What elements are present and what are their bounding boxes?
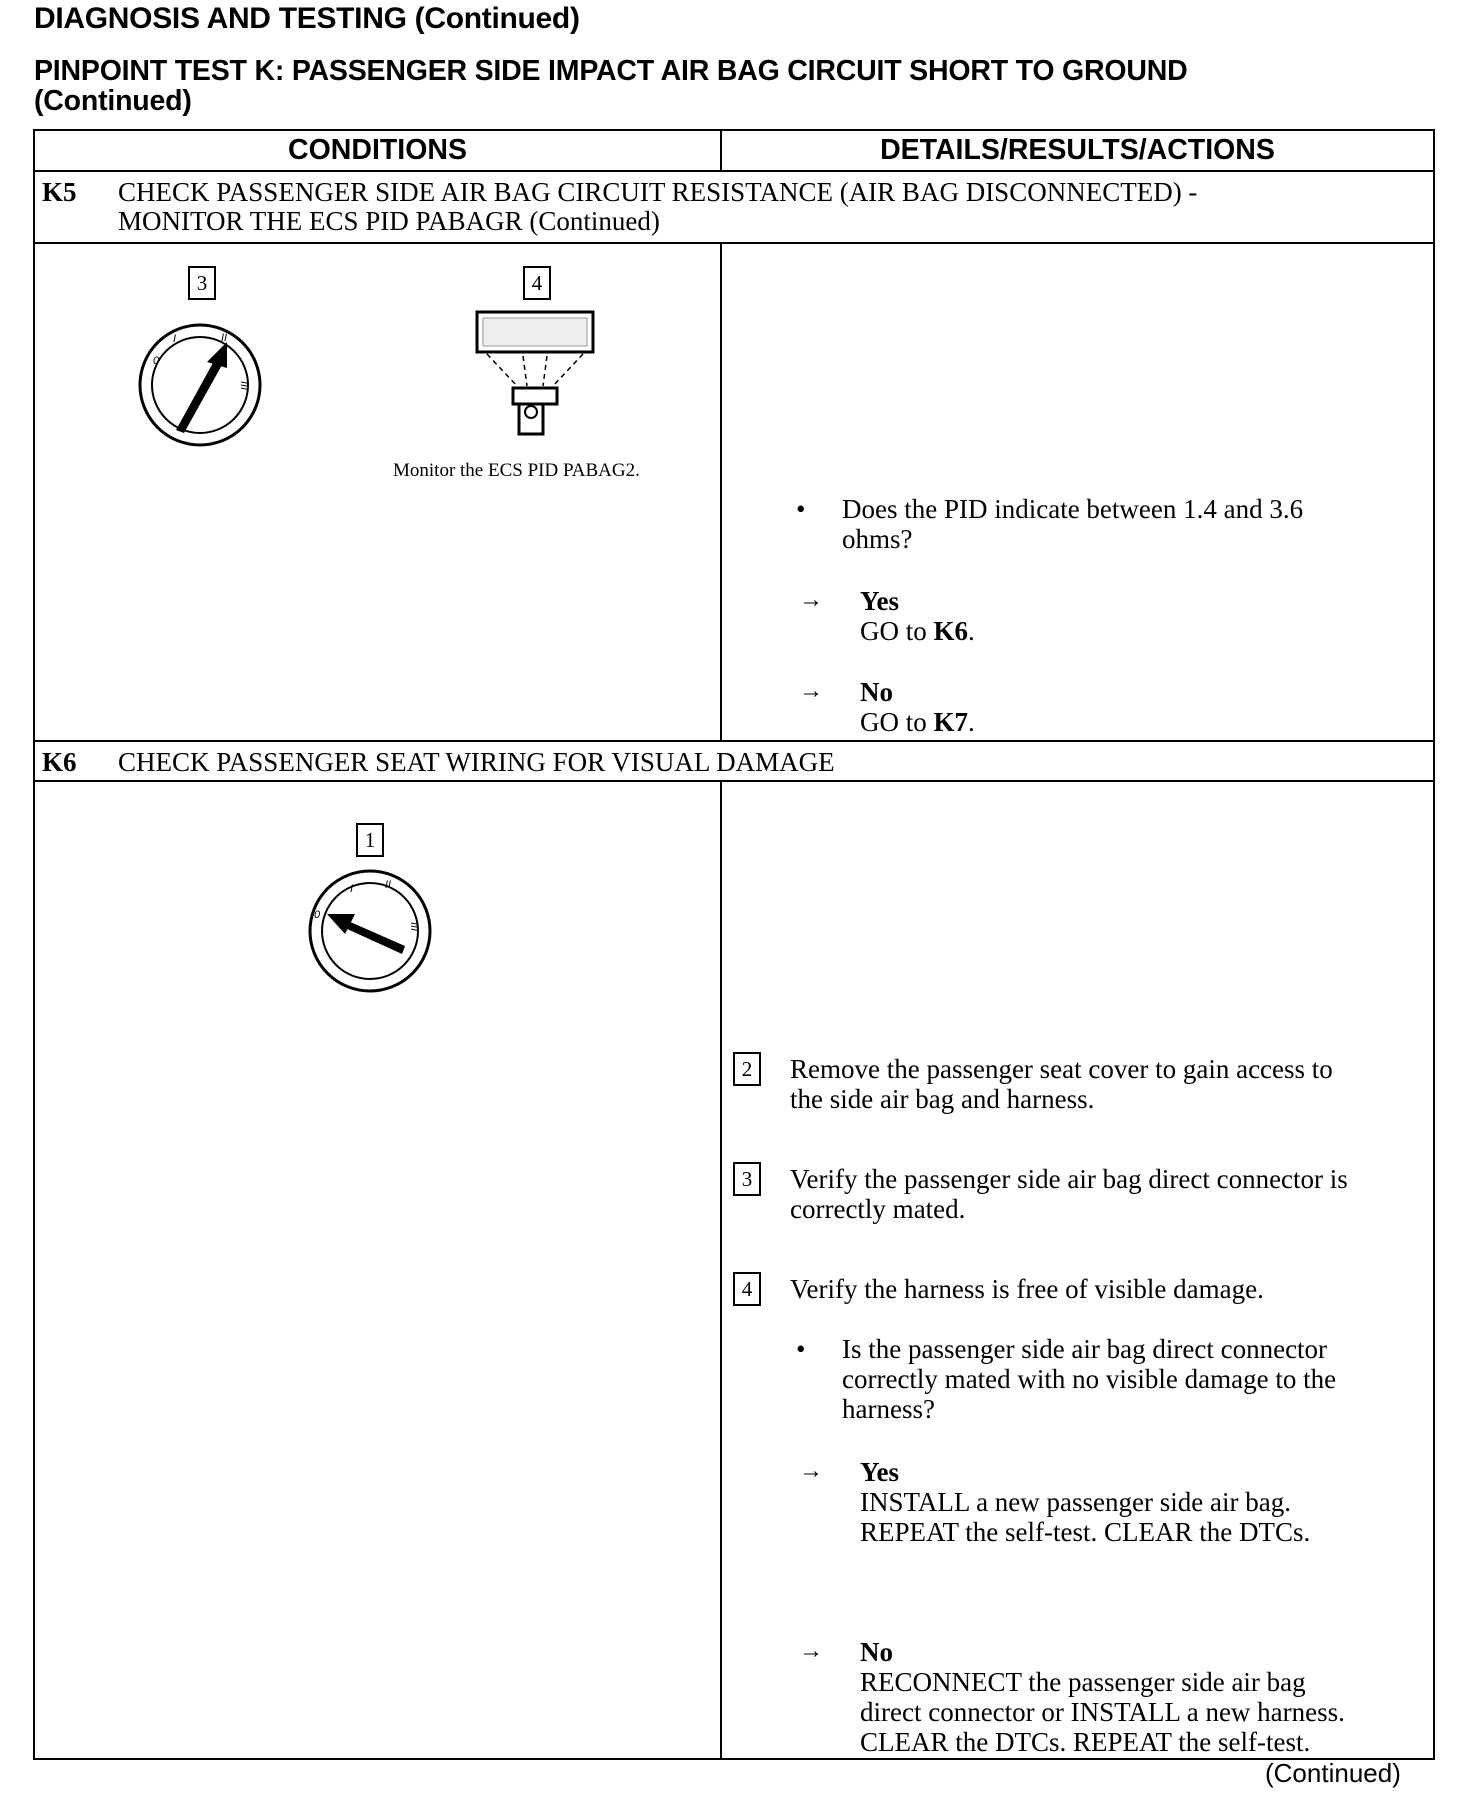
k5-figure-caption: Monitor the ECS PID PABAG2. [393,460,640,481]
k5-no-label: No [860,677,893,707]
ignition-switch-run-icon [135,320,265,450]
k6-yes-arrow-icon: → [799,1458,823,1484]
k5-bullet-icon: • [796,494,806,524]
pinpoint-title-line1: PINPOINT TEST K: PASSENGER SIDE IMPACT AIR BAG CIRCUIT SHORT TO GROUND [34,55,1188,87]
k5-yes-action-link: K6 [933,616,969,646]
k6-bullet-icon: • [796,1334,806,1364]
k6-step-4-text [790,1274,1264,1304]
k6-step-3-text [790,1164,1348,1224]
k5-no-action-prefix: GO to [860,707,934,737]
ignition-switch-off-icon [305,866,435,996]
details-column-header: DETAILS/RESULTS/ACTIONS [880,134,1275,166]
step-number-3: 3 [733,1162,761,1196]
k6-no-result [860,1637,1345,1757]
k6-step-3-line2: correctly mated. [790,1194,966,1224]
page-title: DIAGNOSIS AND TESTING (Continued) [34,2,580,35]
k5-step-header [42,178,1422,236]
scan-tool-icon [475,310,605,440]
figure-number-3: 3 [188,266,216,300]
conditions-column-header: CONDITIONS [288,134,467,166]
pinpoint-test-title [34,56,1188,116]
svg-text:I: I [173,333,177,345]
step-number-2: 2 [733,1052,761,1086]
pinpoint-title-line2: (Continued) [34,85,192,117]
svg-text:0: 0 [314,909,321,921]
k6-no-line2: direct connector or INSTALL a new harness. [860,1697,1345,1727]
k6-step-2-line1: Remove the passenger seat cover to gain access to [790,1054,1333,1084]
k5-yes-period: . [968,616,975,646]
k6-yes-label: Yes [860,1457,899,1487]
svg-text:III: III [238,381,250,391]
k5-no-result [860,677,975,737]
k5-yes-label: Yes [860,586,899,616]
k6-yes-line1: INSTALL a new passenger side air bag. [860,1487,1291,1517]
continued-footer: (Continued) [1265,1758,1401,1788]
k6-question-line3: harness? [842,1394,935,1424]
svg-text:II: II [221,332,228,344]
k6-no-line1: RECONNECT the passenger side air bag [860,1667,1306,1697]
k6-no-label: No [860,1637,893,1667]
figure-number-4: 4 [523,266,551,300]
k5-title-line2: MONITOR THE ECS PID PABAGR (Continued) [118,206,660,236]
step-number-4: 4 [733,1272,761,1306]
k5-no-action-link: K7 [933,707,969,737]
k5-yes-result [860,586,975,646]
k6-step-id: K6 [42,747,77,777]
figure-number-1: 1 [356,823,384,857]
k6-yes-result [860,1457,1310,1547]
svg-text:I: I [350,883,354,895]
k5-no-action [860,707,975,737]
k6-step-3-line1: Verify the passenger side air bag direct connector is [790,1164,1348,1194]
k5-title-line1: CHECK PASSENGER SIDE AIR BAG CIRCUIT RESISTANCE (AIR BAG DISCONNECTED) - [118,177,1198,207]
k5-step-id: K5 [42,177,77,207]
k5-question [842,494,1303,554]
k5-yes-action-prefix: GO to [860,616,934,646]
k5-no-period: . [968,707,975,737]
k5-yes-arrow-icon: → [799,587,823,613]
k6-no-line3: CLEAR the DTCs. REPEAT the self-test. [860,1727,1311,1757]
k5-yes-action [860,616,975,646]
k5-question-line2: ohms? [842,524,913,554]
k5-no-arrow-icon: → [799,678,823,704]
svg-text:II: II [385,879,392,891]
k6-question-line1: Is the passenger side air bag direct connector [842,1334,1328,1364]
k6-question [842,1334,1336,1424]
k5-question-line1: Does the PID indicate between 1.4 and 3.6 [842,494,1304,524]
k6-yes-line2: REPEAT the self-test. CLEAR the DTCs. [860,1517,1311,1547]
k6-step-4-line1: Verify the harness is free of visible damage. [790,1274,1264,1304]
svg-text:0: 0 [153,355,160,367]
k6-step-2-text [790,1054,1333,1114]
k6-step-header [42,748,1422,777]
k6-no-arrow-icon: → [799,1638,823,1664]
k6-step-2-line2: the side air bag and harness. [790,1084,1095,1114]
k6-title: CHECK PASSENGER SEAT WIRING FOR VISUAL DAMAGE [118,747,835,777]
k6-question-line2: correctly mated with no visible damage to the [842,1364,1337,1394]
svg-text:III: III [408,922,420,932]
